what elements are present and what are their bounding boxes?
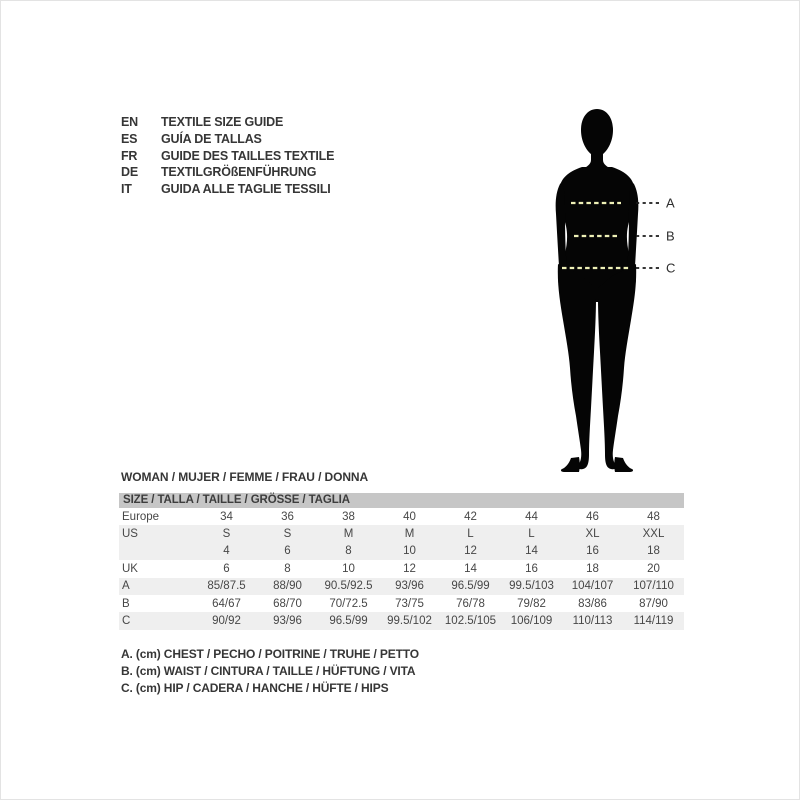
row-label: US	[122, 528, 138, 541]
table-cell: 90/92	[212, 615, 241, 628]
measurement-note: C. (cm) HIP / CADERA / HANCHE / HÜFTE / HIPS	[121, 680, 389, 695]
table-cell: 48	[647, 510, 660, 523]
table-cell: 114/119	[633, 615, 674, 628]
table-cell: 99.5/102	[387, 615, 432, 628]
table-cell: 44	[525, 510, 538, 523]
table-cell: 16	[525, 562, 538, 575]
language-row	[121, 181, 334, 198]
table-cell: L	[467, 528, 474, 541]
language-row	[121, 131, 334, 148]
measurement-note: A. (cm) CHEST / PECHO / POITRINE / TRUHE / PETTO	[121, 647, 419, 661]
table-cell: 93/96	[395, 580, 424, 593]
table-cell: 18	[647, 545, 660, 558]
table-cell: S	[283, 528, 292, 541]
table-cell: XL	[585, 528, 600, 541]
language-title: TEXTILGRÖßENFÜHRUNG	[161, 165, 317, 180]
table-cell: 107/110	[633, 580, 674, 593]
table-row	[119, 595, 684, 612]
table-row	[119, 612, 684, 629]
row-label: B	[122, 597, 130, 610]
woman-silhouette	[556, 109, 639, 472]
table-cell: 12	[464, 545, 477, 558]
table-row	[119, 578, 684, 595]
row-label: UK	[122, 562, 138, 575]
size-table	[119, 493, 684, 630]
notes-list	[121, 646, 419, 696]
language-code: IT	[121, 182, 132, 197]
table-cell: 102.5/105	[444, 615, 497, 628]
table-cell: 10	[403, 545, 416, 558]
language-title: GUÍA DE TALLAS	[161, 131, 262, 146]
measure-label-c: C	[666, 260, 676, 276]
table-cell: 70/72.5	[329, 597, 368, 610]
table-cell: 106/109	[510, 615, 553, 628]
table-cell: 79/82	[517, 597, 546, 610]
language-code: ES	[121, 131, 138, 146]
row-label: A	[122, 580, 130, 593]
table-row	[119, 560, 684, 577]
table-cell: 87/90	[639, 597, 668, 610]
table-cell: 46	[586, 510, 599, 523]
table-cell: 6	[223, 562, 230, 575]
table-cell: 90.5/92.5	[324, 580, 373, 593]
measurement-note: B. (cm) WAIST / CINTURA / TAILLE / HÜFTUNG / VITA	[121, 663, 416, 678]
language-row	[121, 164, 334, 181]
table-cell: M	[343, 528, 354, 541]
row-label: C	[122, 615, 131, 628]
table-cell: 4	[223, 545, 230, 558]
table-cell: 36	[281, 510, 294, 523]
table-cell: 76/78	[456, 597, 485, 610]
table-cell: 38	[342, 510, 355, 523]
table-cell: 42	[464, 510, 477, 523]
language-title: GUIDA ALLE TAGLIE TESSILI	[161, 182, 331, 197]
table-cell: 64/67	[212, 597, 241, 610]
table-cell: 8	[345, 545, 352, 558]
table-row	[119, 508, 684, 525]
table-cell: 20	[647, 562, 660, 575]
table-cell: XXL	[642, 528, 665, 541]
table-cell: 73/75	[395, 597, 424, 610]
language-title: GUIDE DES TAILLES TEXTILE	[161, 148, 335, 163]
table-row	[119, 525, 684, 542]
size-table-header: SIZE / TALLA / TAILLE / GRÖSSE / TAGLIA	[119, 493, 684, 508]
table-cell: M	[404, 528, 415, 541]
woman-figure-diagram	[552, 108, 682, 473]
table-row	[119, 543, 684, 560]
table-cell: 6	[284, 545, 291, 558]
measure-label-a: A	[666, 195, 675, 211]
table-cell: 16	[586, 545, 599, 558]
table-title: WOMAN / MUJER / FEMME / FRAU / DONNA	[121, 470, 369, 484]
table-cell: 40	[403, 510, 416, 523]
language-list	[121, 114, 334, 198]
table-cell: 93/96	[273, 615, 302, 628]
language-code: DE	[121, 165, 138, 180]
table-cell: 14	[525, 545, 538, 558]
size-table-rows	[119, 508, 684, 630]
table-cell: 18	[586, 562, 599, 575]
language-title: TEXTILE SIZE GUIDE	[161, 115, 284, 129]
table-cell: 12	[403, 562, 416, 575]
language-code: EN	[121, 115, 138, 129]
table-cell: 10	[342, 562, 355, 575]
table-cell: 104/107	[571, 580, 614, 593]
table-cell: L	[528, 528, 535, 541]
table-cell: S	[222, 528, 231, 541]
table-cell: 34	[220, 510, 233, 523]
table-cell: 96.5/99	[451, 580, 490, 593]
table-cell: 8	[284, 562, 291, 575]
table-cell: 85/87.5	[207, 580, 246, 593]
table-cell: 68/70	[273, 597, 302, 610]
table-cell: 96.5/99	[329, 615, 368, 628]
table-cell: 110/113	[572, 615, 613, 628]
woman-silhouette-svg	[552, 108, 682, 473]
row-label: Europe	[122, 510, 160, 523]
language-row	[121, 114, 334, 131]
table-cell: 99.5/103	[509, 580, 554, 593]
language-code: FR	[121, 148, 138, 163]
measure-label-b: B	[666, 228, 675, 244]
table-cell: 14	[464, 562, 477, 575]
table-cell: 88/90	[273, 580, 302, 593]
table-cell: 83/86	[578, 597, 607, 610]
language-row	[121, 148, 334, 165]
